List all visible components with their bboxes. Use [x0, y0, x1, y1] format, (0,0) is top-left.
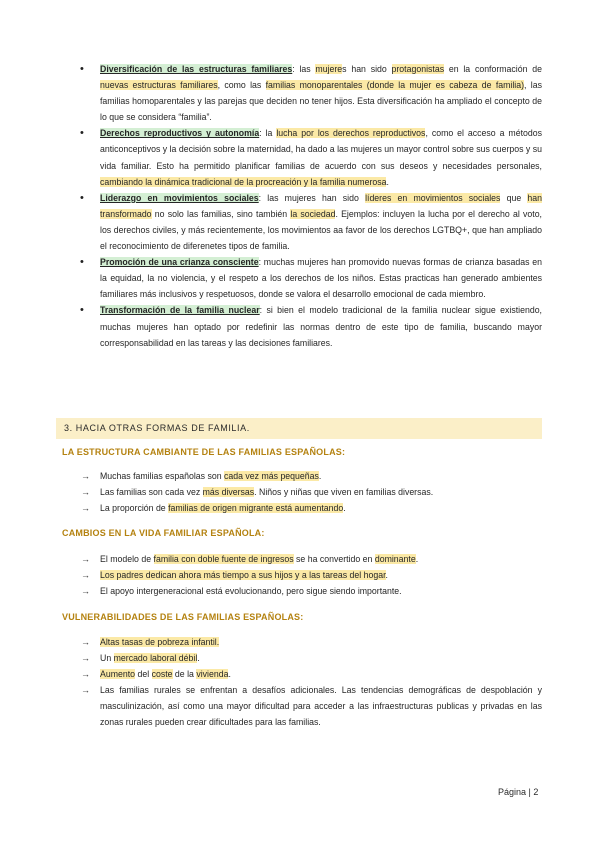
- body-text: s han sido: [342, 64, 392, 74]
- body-text: : las: [292, 64, 316, 74]
- bullet-heading: Transformación de la familia nuclear: [100, 305, 260, 316]
- body-text: , como el acceso a métodos anticonceptivos y la decisión sobre la maternidad, ha dado a las mujeres un mayor control sobre sus cuerpos y su vida familiar. Esto ha permitido planificar familias de acuerdo con sus deseos y necesidades personales,: [100, 128, 542, 171]
- highlighted-text: cambiando la dinámica tradicional de la procreación y la familia numerosa: [100, 176, 387, 187]
- arrow-icon: →: [81, 471, 90, 481]
- body-text: Muchas familias españolas son: [100, 471, 225, 481]
- body-text: .: [343, 503, 346, 514]
- body-text: de la: [172, 669, 197, 680]
- highlighted-text: la sociedad: [290, 208, 336, 219]
- body-text: .: [197, 653, 200, 664]
- bullet-heading: Liderazgo en movimientos sociales: [100, 192, 259, 203]
- bullet-heading: Derechos reproductivos y autonomía: [100, 128, 260, 139]
- bullet-item: [62, 61, 542, 125]
- body-text: en la conformación de: [444, 64, 542, 74]
- body-text: .: [386, 176, 389, 187]
- body-text: : las mujeres han sido: [258, 192, 366, 203]
- arrow-item: [62, 468, 542, 484]
- body-text: . Niños y niñas que viven en familias diversas.: [254, 487, 434, 498]
- arrow-item: [62, 484, 542, 500]
- bullet-list: [62, 61, 542, 351]
- highlighted-text: protagonistas: [391, 64, 445, 74]
- bullet-item: [62, 302, 542, 350]
- body-text: .: [318, 471, 322, 481]
- body-text: El apoyo intergeneracional está evolucionando, pero sigue siendo importante.: [100, 586, 402, 597]
- highlighted-text: mercado laboral débil: [113, 653, 198, 664]
- body-text: no solo las familias, sino también: [151, 208, 291, 219]
- page-number: Página | 2: [498, 787, 539, 797]
- arrow-icon: →: [81, 554, 90, 564]
- bullet-dot-icon: •: [80, 127, 84, 140]
- body-text: que: [500, 192, 528, 203]
- bullet-dot-icon: •: [80, 63, 84, 75]
- bullet-dot-icon: •: [80, 191, 84, 204]
- bullet-heading: Promoción de una crianza consciente: [100, 257, 259, 268]
- arrow-list-vulnerabilidades: [62, 634, 542, 731]
- arrow-icon: →: [81, 487, 90, 498]
- bullet-item: [62, 125, 542, 189]
- highlighted-text: Aumento: [100, 669, 136, 680]
- highlighted-text: mujere: [315, 64, 343, 74]
- subheading-estructura: LA ESTRUCTURA CAMBIANTE DE LAS FAMILIAS ESPAÑOLAS:: [62, 447, 346, 457]
- highlighted-text: lucha por los derechos reproductivos: [276, 128, 426, 139]
- body-text: .: [385, 570, 388, 581]
- arrow-item: [62, 666, 542, 682]
- bullet-dot-icon: •: [80, 304, 84, 317]
- body-text: : si bien el modelo tradicional de la familia nuclear sigue existiendo, muchas mujeres han optado por redefinir las normas dentro de este tipo de familia, buscando mayor corresponsabilidad en las tareas y las decisiones familiares.: [100, 305, 542, 348]
- highlighted-text: familias de origen migrante está aumentando: [168, 503, 344, 514]
- body-text: El modelo de: [100, 554, 154, 564]
- body-text: . Ejemplos: incluyen la lucha por el derecho al voto, los derechos civiles, y más recientemente, los movimientos aa favor de los derechos LGTBQ+, que han ampliado el reconocimiento de diferenetes tipos de familia.: [100, 208, 542, 252]
- arrow-list-cambios: [62, 551, 542, 599]
- highlighted-text: nuevas estructuras familiares: [100, 80, 218, 91]
- highlighted-text: vivienda: [196, 669, 229, 680]
- body-text: .: [228, 669, 231, 680]
- highlighted-text: han transformado: [100, 192, 543, 219]
- arrow-item: [62, 650, 542, 666]
- highlighted-text: dominante: [374, 554, 416, 564]
- highlighted-text: Altas tasas de pobreza infantil.: [100, 637, 220, 647]
- subheading-vulnerabilidades: VULNERABILIDADES DE LAS FAMILIAS ESPAÑOLAS:: [62, 612, 304, 622]
- body-text: Un: [100, 653, 114, 664]
- highlighted-text: más diversas: [202, 487, 255, 498]
- body-text: Las familias son cada vez: [100, 487, 203, 498]
- bullet-heading: Diversificación de las estructuras familiares: [100, 64, 293, 74]
- arrow-item: [62, 500, 542, 516]
- arrow-icon: →: [81, 685, 90, 696]
- body-text: La proporción de: [100, 503, 169, 514]
- section-heading: 3. HACIA OTRAS FORMAS DE FAMILIA.: [56, 418, 542, 439]
- arrow-icon: →: [81, 637, 90, 647]
- body-text: : muchas mujeres han promovido nuevas formas de crianza basadas en la equidad, la no violencia, y el respeto a los derechos de los niños. Estas practicas han generado ambientes familiares más inclusivos y respetuosos, donde se valora el desarrollo emocional de cada miembro.: [100, 257, 542, 300]
- highlighted-text: líderes en movimientos sociales: [365, 192, 501, 203]
- arrow-list-estructura: [62, 468, 542, 516]
- arrow-item: [62, 634, 542, 650]
- body-text: , como las: [217, 80, 266, 91]
- arrow-icon: →: [81, 669, 90, 680]
- highlighted-text: Los padres dedican ahora más tiempo a sus hijos y a las tareas del hogar: [100, 570, 386, 581]
- body-text: del: [135, 669, 152, 680]
- highlighted-text: cada vez más pequeñas: [224, 471, 319, 481]
- highlighted-text: coste: [151, 669, 173, 680]
- body-text: : la: [259, 128, 277, 139]
- subheading-cambios: CAMBIOS EN LA VIDA FAMILIAR ESPAÑOLA:: [62, 528, 265, 538]
- arrow-icon: →: [81, 653, 90, 664]
- highlighted-text: familias monoparentales (donde la mujer es cabeza de familia): [265, 80, 525, 91]
- arrow-icon: →: [81, 586, 90, 597]
- body-text: se ha convertido en: [293, 554, 375, 564]
- body-text: .: [415, 554, 419, 564]
- arrow-item: [62, 583, 542, 599]
- body-text: Las familias rurales se enfrentan a desafíos adicionales. Las tendencias demográficas de despoblación y masculinización, así como una mayor dificultad para acceder a las infraestructuras publicas y privadas en las zonas rurales pueden crear dificultades para las familias.: [100, 685, 542, 728]
- arrow-icon: →: [81, 570, 90, 581]
- arrow-item: [62, 551, 542, 567]
- body-text: , las familias homoparentales y las parejas que deciden no tener hijos. Esta diversificación ha ampliado el concepto de lo que se considera “familia”.: [100, 80, 542, 123]
- arrow-icon: →: [81, 503, 90, 514]
- arrow-item: [62, 567, 542, 583]
- bullet-item: [62, 190, 542, 254]
- highlighted-text: familia con doble fuente de ingresos: [153, 554, 294, 564]
- arrow-item: [62, 682, 542, 730]
- bullet-item: [62, 254, 542, 302]
- bullet-dot-icon: •: [80, 256, 84, 269]
